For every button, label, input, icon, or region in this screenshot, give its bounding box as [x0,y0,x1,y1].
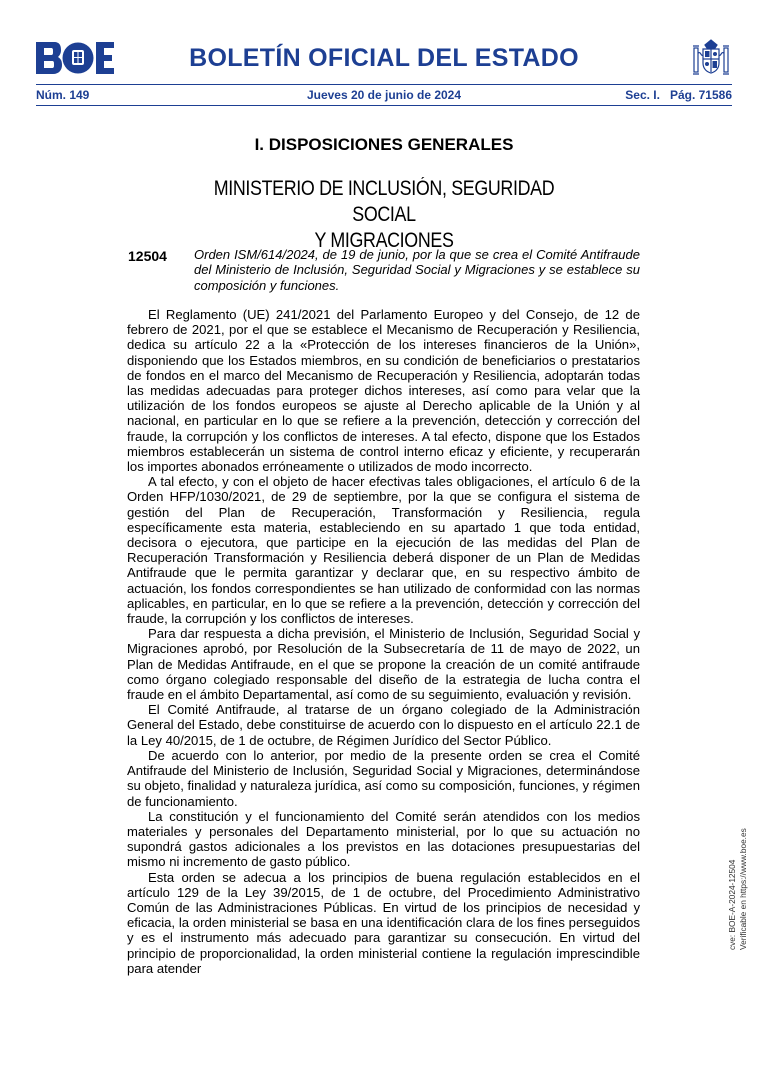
issue-number: Núm. 149 [36,88,90,102]
section-title: I. DISPOSICIONES GENERALES [254,135,514,154]
section-page: Sec. I. Pág. 71586 [625,88,732,102]
issue-date: Jueves 20 de junio de 2024 [306,88,462,102]
issue-info-bar [36,88,732,104]
verification-url: Verificable en https://www.boe.es [737,828,748,950]
boe-logo [36,42,114,74]
header-rule-top [36,84,732,85]
body-paragraph: Para dar respuesta a dicha previsión, el Ministerio de Inclusión, Seguridad Social y Migraciones aprobó, por Resolución de la Subsecretaría de 11 de mayo de 2022, un Plan de Medidas Antifraude, en el que se propone la creación de un comité antifraude como órgano colegiado responsable del diseño de la estrategia de lucha contra el fraude en el ámbito Departamental, así como de su seguimiento, evaluación y revisión. [127,626,640,703]
body-paragraph: El Comité Antifraude, al tratarse de un órgano colegiado de la Administración General del Estado, debe constituirse de acuerdo con lo dispuesto en el artículo 22.1 de la Ley 40/2015, de 1 de octubre, de Régimen Jurídico del Sector Público. [127,702,640,748]
ministry-heading [185,176,583,254]
body-paragraph: Esta orden se adecua a los principios de buena regulación establecidos en el artículo 129 de la Ley 39/2015, de 1 de octubre, del Procedimiento Administrativo Común de las Administraciones Públicas. En virtud de los principios de necesidad y eficacia, la orden ministerial se basa en una identificación clara de los fines perseguidos y es el instrumento más adecuado para garantizar su consecución. En virtud del principio de proporcionalidad, la orden ministerial contiene la regulación imprescindible para atender [127,869,640,976]
body-paragraph: La constitución y el funcionamiento del Comité serán atendidos con los medios materiales y personales del Departamento ministerial, por lo que su actuación no supondrá gastos adicionales a los previstos en las dotaciones presupuestarias del mismo ni incremento de gasto público. [127,808,640,870]
ministry-line: MINISTERIO DE INCLUSIÓN, SEGURIDAD SOCIAL [213,177,555,226]
gazette-title: BOLETÍN OFICIAL DEL ESTADO [189,44,579,72]
body-paragraph: A tal efecto, y con el objeto de hacer efectivas tales obligaciones, el artículo 6 de la Orden HFP/1030/2021, de 29 de septiembre, por la que se configura el sistema de gestión del Plan de Recuperación, Transformación y Resiliencia, regula específicamente esta materia, estableciendo en su apartado 1 que toda entidad, decisora o ejecutora, que participe en la ejecución de las medidas del Plan de Recuperación Transformación y Resiliencia deberá disponer de un Plan de Medidas Antifraude que le permita garantizar y declarar que, en su respectivo ámbito de actuación, los fondos correspondientes se han utilizado de conformidad con las normas aplicables, en particular, en lo que se refiere a la prevención, detección y corrección del fraude, la corrupción y los conflictos de intereses. [127,474,640,627]
header-rule-bottom [36,105,732,106]
disposition-summary: Orden ISM/614/2024, de 19 de junio, por la que se crea el Comité Antifraude del Ministerio de Inclusión, Seguridad Social y Migraciones y se establece su composición y funciones. [194,247,640,293]
verification-margin-note [727,828,748,1080]
cve-code: cve: BOE-A-2024-12504 [727,859,737,950]
disposition-number: 12504 [128,248,167,264]
coat-of-arms-icon [691,37,731,79]
order-body [127,307,640,976]
ministry-line: Y MIGRACIONES [314,229,454,252]
body-paragraph: De acuerdo con lo anterior, por medio de la presente orden se crea el Comité Antifraude del Ministerio de Inclusión, Seguridad Social y Migraciones, determinándose su objeto, finalidad y naturaleza jurídica, así como su composición, funciones, y régimen de funcionamiento. [127,747,640,809]
body-paragraph: El Reglamento (UE) 241/2021 del Parlamento Europeo y del Consejo, de 12 de febrero de 2021, por el que se establece el Mecanismo de Recuperación y Resiliencia, dedica su artículo 22 a la «Protección de los intereses financieros de la Unión», disponiendo que los Estados miembros, en su condición de beneficiarios o prestatarios de fondos en el marco del Mecanismo de Recuperación y Resiliencia, adoptarán todas las medidas adecuadas para proteger dichos intereses, así como para velar que la utilización de los fondos europeos se ajuste al Derecho aplicable de la Unión y al nacional, en particular en lo que se refiere a la prevención, detección y corrección del fraude, la corrupción y los conflictos de intereses. A tal efecto, dispone que los Estados miembros establecerán un sistema de control interno eficaz y eficiente, y recuperarán los importes abonados erróneamente o utilizados de modo incorrecto. [127,307,640,475]
